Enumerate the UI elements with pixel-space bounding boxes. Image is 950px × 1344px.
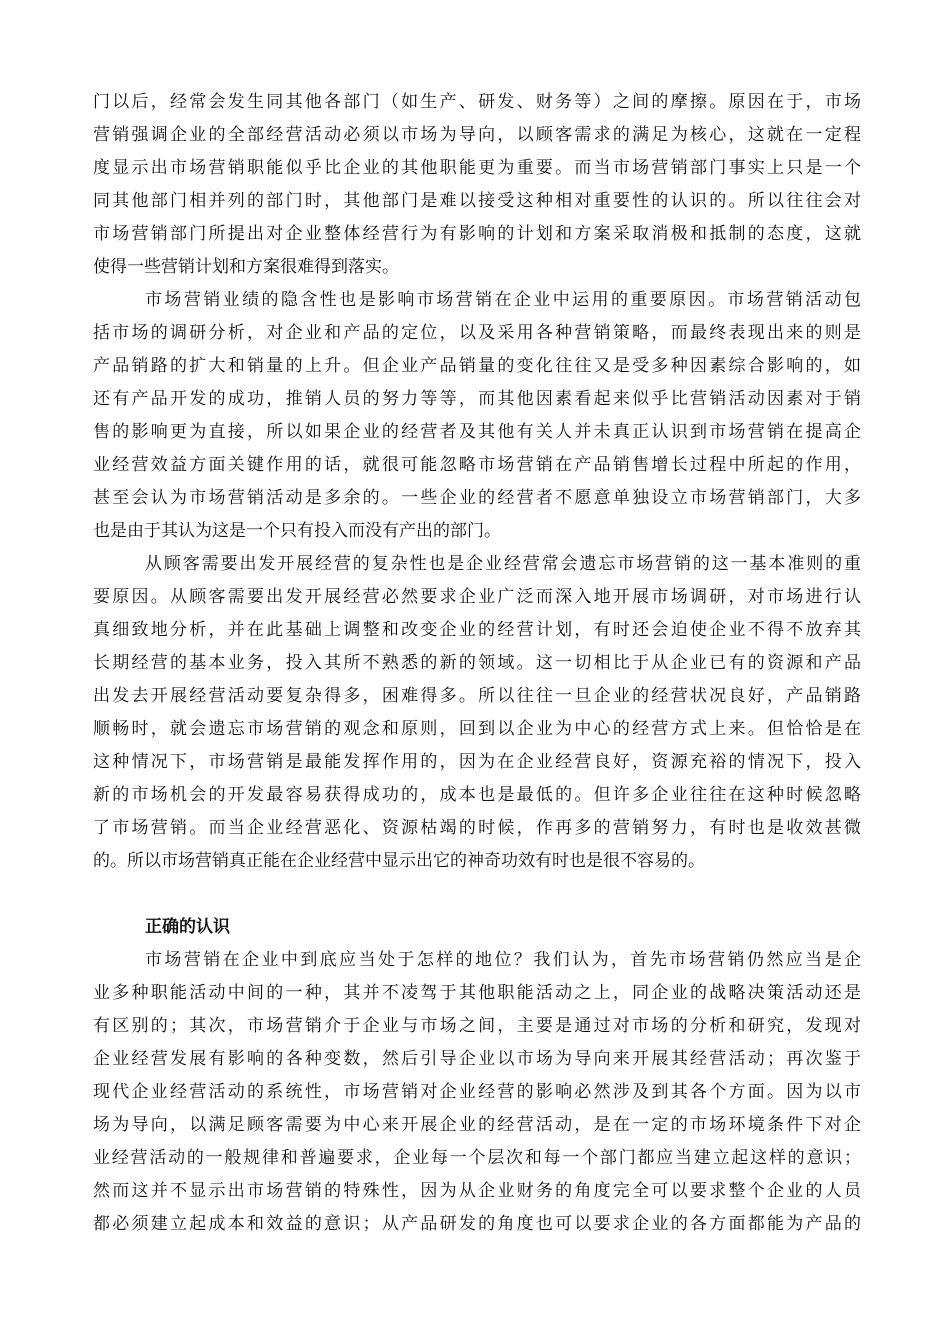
paragraph-2 [93, 284, 861, 548]
paragraph-line: 业经营活动的一般规律和普遍要求，企业每一个层次和每一个部门都应当建立起这样的意识； [93, 1148, 861, 1168]
paragraph-line: 营销强调企业的全部经营活动必须以市场为导向，以顾客需求的满足为核心，这就在一定程 [93, 125, 861, 145]
paragraph-line: 现代企业经营活动的系统性，市场营销对企业经营的影响必然涉及到其各个方面。因为以市 [93, 1082, 861, 1102]
paragraph-line: 市场营销在企业中到底应当处于怎样的地位？我们认为，首先市场营销仍然应当是企 [145, 950, 861, 970]
paragraph-line: 出发去开展经营活动要复杂得多，困难得多。所以往往一旦企业的经营状况良好，产品销路 [93, 686, 861, 706]
paragraph-line: 场为导向，以满足顾客需要为中心来开展企业的经营活动，是在一定的市场环境条件下对企 [93, 1115, 861, 1135]
paragraph-line: 度显示出市场营销职能似乎比企业的其他职能更为重要。而当市场营销部门事实上只是一个 [93, 158, 861, 178]
paragraph-line: 售的影响更为直接，所以如果企业的经营者及其他有关人并未真正认识到市场营销在提高企 [93, 422, 861, 442]
paragraph-line: 长期经营的基本业务，投入其所不熟悉的新的领域。这一切相比于从企业已有的资源和产品 [93, 653, 861, 673]
paragraph-line: 市场营销部门所提出对企业整体经营行为有影响的计划和方案采取消极和抵制的态度，这就 [93, 224, 861, 244]
paragraph-line: 然而这并不显示出市场营销的特殊性，因为从企业财务的角度完全可以要求整个企业的人员 [93, 1181, 861, 1201]
paragraph-line: 使得一些营销计划和方案很难得到落实。 [93, 257, 399, 277]
paragraph-line: 市场营销业绩的隐含性也是影响市场营销在企业中运用的重要原因。市场营销活动包 [145, 290, 861, 310]
paragraph-line: 同其他部门相并列的部门时，其他部门是难以接受这种相对重要性的认识的。所以往往会对 [93, 191, 861, 211]
paragraph-line: 顺畅时，就会遗忘市场营销的观念和原则，回到以企业为中心的经营方式上来。但恰恰是在 [93, 719, 861, 739]
paragraph-line: 产品销路的扩大和销量的上升。但企业产品销量的变化往往又是受多种因素综合影响的，如 [93, 356, 861, 376]
paragraph-line: 的。所以市场营销真正能在企业经营中显示出它的神奇功效有时也是很不容易的。 [93, 851, 705, 871]
paragraph-line: 有区别的；其次，市场营销介于企业与市场之间，主要是通过对市场的分析和研究，发现对 [93, 1016, 861, 1036]
paragraph-line: 新的市场机会的开发最容易获得成功的，成本也是最低的。但许多企业往往在这种时候忽略 [93, 785, 861, 805]
paragraph-line: 企业经营发展有影响的各种变数，然后引导企业以市场为导向来开展其经营活动；再次鉴于 [93, 1049, 861, 1069]
paragraph-line: 业经营效益方面关键作用的话，就很可能忽略市场营销在产品销售增长过程中所起的作用， [93, 455, 861, 475]
paragraph-3 [93, 548, 861, 878]
paragraph-line: 业多种职能活动中间的一种，其并不凌驾于其他职能活动之上，同企业的战略决策活动还是 [93, 983, 861, 1003]
paragraph-line: 这种情况下，市场营销是最能发挥作用的，因为在企业经营良好，资源充裕的情况下，投入 [93, 752, 861, 772]
paragraph-line: 也是由于其认为这是一个只有投入而没有产出的部门。 [93, 521, 501, 541]
section-heading: 正确的认识 [145, 917, 230, 937]
paragraph-line: 要原因。从顾客需要出发开展经营必然要求企业广泛而深入地开展市场调研，对市场进行认 [93, 587, 861, 607]
paragraph-4 [93, 944, 861, 1241]
paragraph-line: 了市场营销。而当企业经营恶化、资源枯竭的时候，作再多的营销努力，有时也是收效甚微 [93, 818, 861, 838]
paragraph-line: 都必须建立起成本和效益的意识；从产品研发的角度也可以要求企业的各方面都能为产品的 [93, 1214, 861, 1234]
paragraph-line: 门以后，经常会发生同其他各部门（如生产、研发、财务等）之间的摩擦。原因在于，市场 [93, 92, 861, 112]
paragraph-line: 还有产品开发的成功，推销人员的努力等等，而其他因素看起来似乎比营销活动因素对于销 [93, 389, 861, 409]
paragraph-line: 括市场的调研分析，对企业和产品的定位，以及采用各种营销策略，而最终表现出来的则是 [93, 323, 861, 343]
paragraph-1 [93, 86, 861, 284]
paragraph-line: 从顾客需要出发开展经营的复杂性也是企业经营常会遗忘市场营销的这一基本准则的重 [145, 554, 861, 574]
paragraph-line: 甚至会认为市场营销活动是多余的。一些企业的经营者不愿意单独设立市场营销部门，大多 [93, 488, 861, 508]
paragraph-line: 真细致地分析，并在此基础上调整和改变企业的经营计划，有时还会迫使企业不得不放弃其 [93, 620, 861, 640]
